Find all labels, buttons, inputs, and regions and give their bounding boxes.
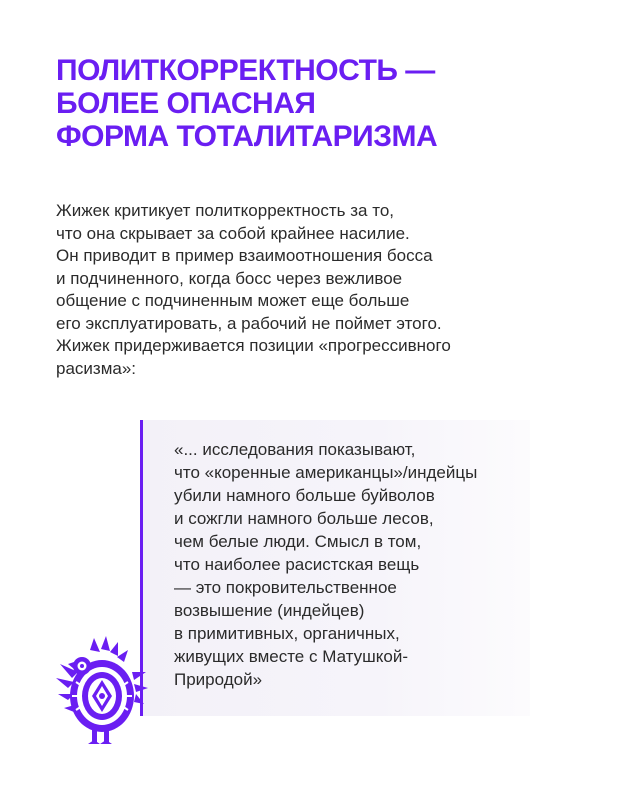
quote-line: чем белые люди. Смысл в том, <box>174 532 422 551</box>
page-title <box>56 54 616 153</box>
title-line: БОЛЕЕ ОПАСНАЯ <box>56 87 316 120</box>
body-line: общение с подчиненным может еще больше <box>56 291 410 310</box>
quote-line: что наиболее расистская вещь <box>174 555 420 574</box>
title-line: ПОЛИТКОРРЕКТНОСТЬ — <box>56 54 435 87</box>
body-line: и подчиненного, когда босс через вежливое <box>56 268 403 288</box>
body-line: что она скрывает за собой крайнее насилие. <box>56 223 410 243</box>
quote-line: — это покровительственное <box>174 578 397 597</box>
quote-line: убили намного больше буйволов <box>174 486 435 505</box>
body-line: Он приводит в пример взаимоотношения босса <box>56 246 433 265</box>
quote-line: «... исследования показывают, <box>174 440 416 459</box>
title-line: ФОРМА ТОТАЛИТАРИЗМА <box>56 120 438 153</box>
quote-line: и сожгли намного больше лесов, <box>174 509 434 528</box>
body-line: его эксплуатировать, а рабочий не поймет этого. <box>56 313 442 333</box>
tribal-bird-ornament-icon <box>54 636 150 748</box>
body-line: Жижек критикует политкорректность за то, <box>56 201 394 220</box>
quote-line: возвышение (индейцев) <box>174 601 365 620</box>
quote-line: что «коренные американцы»/индейцы <box>174 463 478 482</box>
quote-line: живущих вместе с Матушкой- <box>174 647 408 666</box>
quote-line: Природой» <box>174 670 263 689</box>
quote-line: в примитивных, органичных, <box>174 624 400 643</box>
body-line: расизма»: <box>56 358 137 378</box>
body-line: Жижек придерживается позиции «прогрессивного <box>56 336 451 355</box>
body-paragraph <box>56 200 596 380</box>
quote-text <box>174 438 534 691</box>
